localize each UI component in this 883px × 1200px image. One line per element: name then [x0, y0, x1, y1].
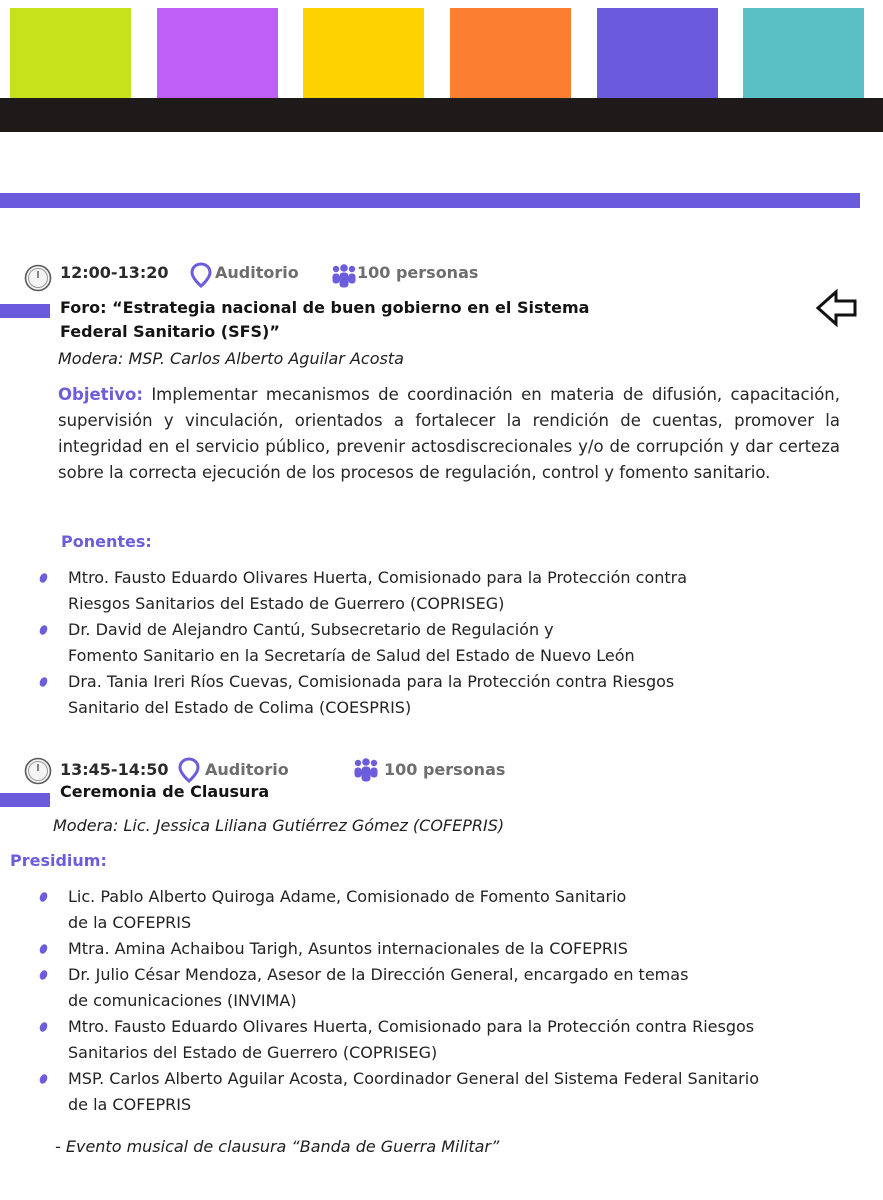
- list-item: Mtra. Amina Achaibou Tarigh, Asuntos internacionales de la COFEPRIS: [0, 936, 883, 962]
- location-pin-icon: [190, 262, 212, 288]
- session2-capacity: 100 personas: [384, 760, 506, 779]
- side-tab-marker: [0, 304, 50, 318]
- session1-title-line1: Foro: “Estrategia nacional de buen gobierno en el Sistema: [60, 298, 590, 317]
- session1-place: Auditorio: [215, 263, 299, 282]
- color-swatch-yellow: [303, 8, 424, 98]
- session2-place: Auditorio: [205, 760, 289, 779]
- color-swatch-violet: [157, 8, 278, 98]
- list-item: Dra. Tania Ireri Ríos Cuevas, Comisionada para la Protección contra Riesgos Sanitario del Estado de Colima (COESPRIS): [0, 669, 883, 721]
- session1-title: [60, 296, 589, 344]
- side-tab-marker: [0, 793, 50, 807]
- color-swatch-orange: [450, 8, 571, 98]
- color-swatch-lime: [10, 8, 131, 98]
- color-swatch-indigo: [597, 8, 718, 98]
- speakers-list: [0, 565, 883, 721]
- session1-capacity: 100 personas: [357, 263, 479, 282]
- objective-text: Implementar mecanismos de coordinación en materia de difusión, capacitación, supervisión y vinculación, orientados a fortalecer la rendición de cuentas, promover la integridad en el servicio público, prevenir actosdiscrecionales y/o de corrupción y dar certeza sobre la correcta ejecución de los procesos de regulación, control y fomento sanitario.: [58, 385, 840, 482]
- clock-icon: [24, 757, 52, 785]
- speakers-heading: Ponentes:: [61, 532, 152, 551]
- session1-time: 12:00-13:20: [60, 263, 169, 282]
- list-item: MSP. Carlos Alberto Aguilar Acosta, Coordinador General del Sistema Federal Sanitario de la COFEPRIS: [0, 1066, 883, 1118]
- session2-moderator: Modera: Lic. Jessica Liliana Gutiérrez Gómez (COFEPRIS): [53, 816, 505, 835]
- session1-title-line2: Federal Sanitario (SFS)”: [60, 322, 280, 341]
- bullet-dot-icon: [38, 572, 49, 584]
- objective-label: Objetivo:: [58, 385, 143, 404]
- presidium-heading: Presidium:: [10, 851, 107, 870]
- color-swatch-teal: [743, 8, 864, 98]
- bullet-dot-icon: [38, 943, 49, 955]
- list-item: Dr. Julio César Mendoza, Asesor de la Dirección General, encargado en temas de comunicaciones (INVIMA): [0, 962, 883, 1014]
- header-black-band: [0, 98, 883, 132]
- presidium-list: [0, 884, 883, 1118]
- bullet-dot-icon: [38, 1073, 49, 1085]
- bullet-dot-icon: [38, 969, 49, 981]
- arrow-left-outline-icon[interactable]: [815, 288, 859, 328]
- people-group-icon: [330, 263, 358, 289]
- session1-moderator: Modera: MSP. Carlos Alberto Aguilar Acosta: [58, 349, 404, 368]
- purple-divider: [0, 193, 860, 208]
- session2-time: 13:45-14:50: [60, 760, 169, 779]
- list-item: Mtro. Fausto Eduardo Olivares Huerta, Comisionado para la Protección contra Riesgos Sanitarios del Estado de Guerrero (COPRISEG): [0, 1014, 883, 1066]
- session1-objective: [58, 382, 840, 486]
- bullet-dot-icon: [38, 1021, 49, 1033]
- list-item: Mtro. Fausto Eduardo Olivares Huerta, Comisionado para la Protección contra Riesgos Sanitarios del Estado de Guerrero (COPRISEG): [0, 565, 883, 617]
- bullet-dot-icon: [38, 676, 49, 688]
- bullet-dot-icon: [38, 624, 49, 636]
- list-item: Dr. David de Alejandro Cantú, Subsecretario de Regulación y Fomento Sanitario en la Secretaría de Salud del Estado de Nuevo León: [0, 617, 883, 669]
- session2-title: Ceremonia de Clausura: [60, 782, 270, 801]
- clock-icon: [24, 264, 52, 292]
- people-group-icon: [352, 757, 380, 783]
- bullet-dot-icon: [38, 891, 49, 903]
- closing-note: - Evento musical de clausura “Banda de Guerra Militar”: [55, 1137, 500, 1156]
- list-item: Lic. Pablo Alberto Quiroga Adame, Comisionado de Fomento Sanitario de la COFEPRIS: [0, 884, 883, 936]
